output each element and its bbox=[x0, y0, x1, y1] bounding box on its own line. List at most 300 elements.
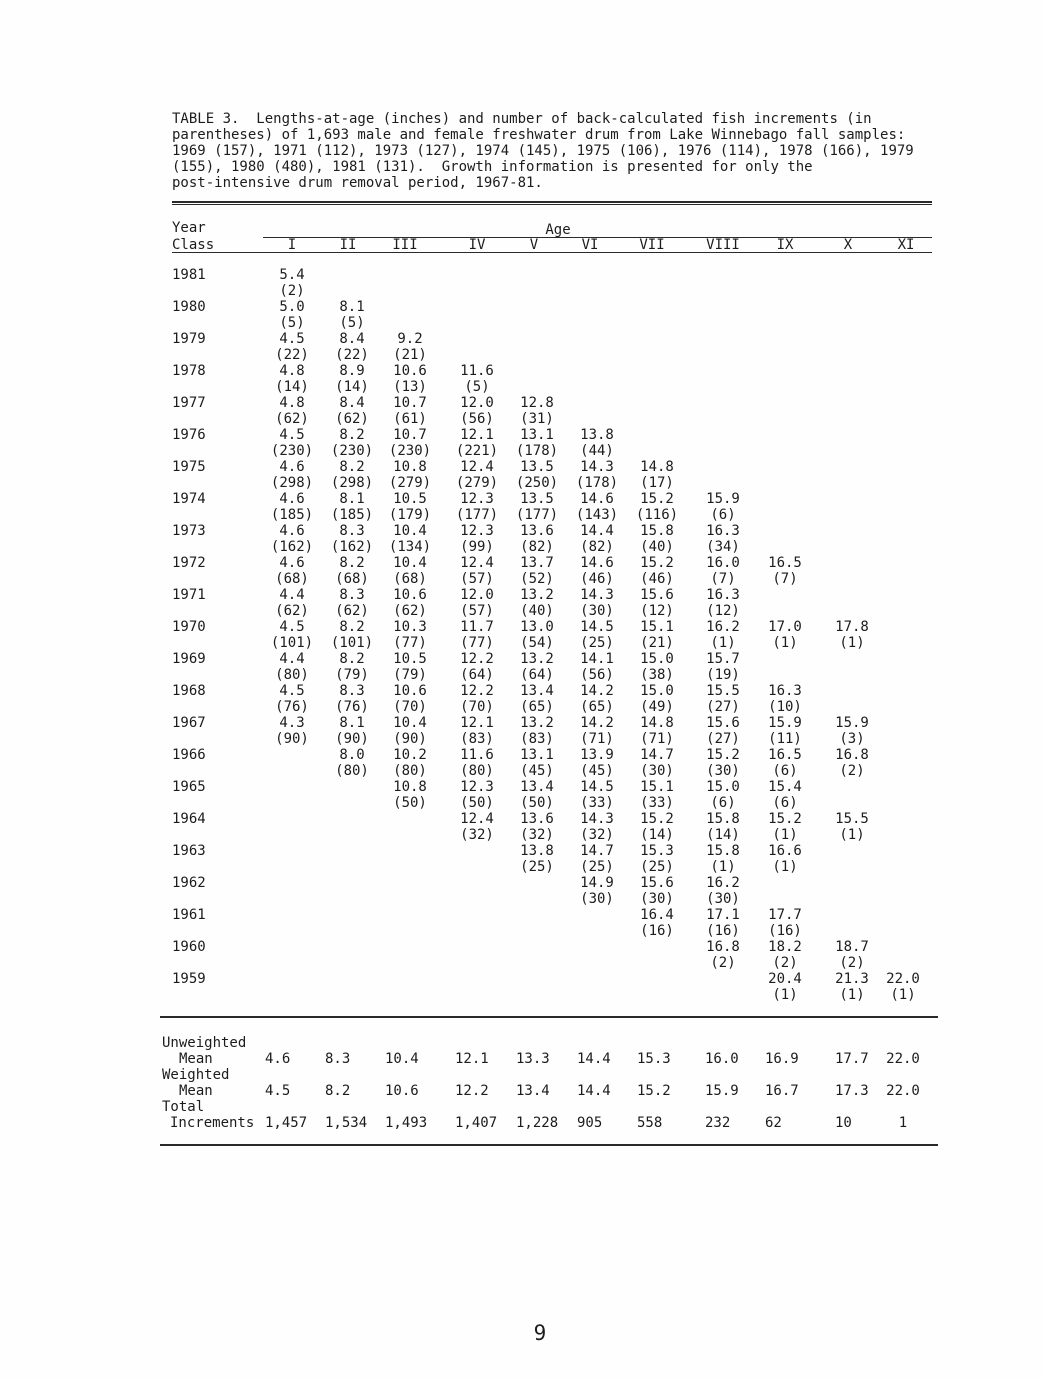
summary-value: 16.0 bbox=[705, 1051, 739, 1067]
length-value: 12.2 bbox=[460, 683, 494, 699]
summary-row bbox=[0, 1099, 1042, 1131]
increment-count: (65) bbox=[580, 699, 614, 715]
length-value: 10.5 bbox=[393, 651, 427, 667]
length-value: 17.1 bbox=[706, 907, 740, 923]
table-row bbox=[0, 651, 1042, 683]
increment-count: (2) bbox=[772, 955, 798, 971]
length-value: 12.3 bbox=[460, 491, 494, 507]
length-value: 5.4 bbox=[279, 267, 305, 283]
increment-count: (6) bbox=[710, 795, 736, 811]
summary-top-rule bbox=[160, 1016, 938, 1018]
increment-count: (50) bbox=[393, 795, 427, 811]
increment-count: (178) bbox=[575, 475, 619, 491]
increment-count: (185) bbox=[330, 507, 374, 523]
increment-count: (30) bbox=[706, 763, 740, 779]
length-value: 8.1 bbox=[339, 491, 365, 507]
length-value: 16.4 bbox=[640, 907, 674, 923]
length-value: 15.5 bbox=[835, 811, 869, 827]
length-value: 16.5 bbox=[768, 747, 802, 763]
page-number: 9 bbox=[533, 1321, 547, 1345]
increment-count: (62) bbox=[393, 603, 427, 619]
length-value: 15.2 bbox=[768, 811, 802, 827]
increment-count: (99) bbox=[460, 539, 494, 555]
increment-count: (68) bbox=[335, 571, 369, 587]
year-class-label: 1968 bbox=[172, 683, 206, 699]
table-row bbox=[0, 715, 1042, 747]
length-value: 20.4 bbox=[768, 971, 802, 987]
increment-count: (230) bbox=[270, 443, 314, 459]
year-class-label: 1973 bbox=[172, 523, 206, 539]
table-row bbox=[0, 587, 1042, 619]
length-value: 8.2 bbox=[339, 619, 365, 635]
length-value: 15.5 bbox=[706, 683, 740, 699]
year-class-label: 1971 bbox=[172, 587, 206, 603]
increment-count: (57) bbox=[460, 571, 494, 587]
length-value: 10.8 bbox=[393, 779, 427, 795]
length-value: 15.3 bbox=[640, 843, 674, 859]
summary-label: Mean bbox=[179, 1083, 213, 1099]
table-row bbox=[0, 875, 1042, 907]
increment-count: (68) bbox=[275, 571, 309, 587]
length-value: 13.2 bbox=[520, 651, 554, 667]
length-value: 4.8 bbox=[279, 363, 305, 379]
length-value: 13.4 bbox=[520, 779, 554, 795]
length-value: 15.8 bbox=[706, 843, 740, 859]
increment-count: (7) bbox=[772, 571, 798, 587]
increment-count: (230) bbox=[330, 443, 374, 459]
increment-count: (1) bbox=[710, 635, 736, 651]
summary-value: 8.2 bbox=[325, 1083, 351, 1099]
increment-count: (80) bbox=[460, 763, 494, 779]
year-class-label: 1972 bbox=[172, 555, 206, 571]
caption-line: 1969 (157), 1971 (112), 1973 (127), 1974 (145), 1975 (106), 1976 (114), 1978 (166), 1979 bbox=[172, 143, 914, 159]
summary-value: 1,493 bbox=[385, 1115, 428, 1131]
table-row bbox=[0, 779, 1042, 811]
summary-value: 1,407 bbox=[455, 1115, 498, 1131]
year-class-label: 1969 bbox=[172, 651, 206, 667]
increment-count: (6) bbox=[772, 763, 798, 779]
increment-count: (6) bbox=[772, 795, 798, 811]
increment-count: (30) bbox=[640, 891, 674, 907]
length-value: 16.6 bbox=[768, 843, 802, 859]
table-row bbox=[0, 683, 1042, 715]
increment-count: (62) bbox=[335, 411, 369, 427]
summary-value: 14.4 bbox=[577, 1051, 611, 1067]
increment-count: (22) bbox=[275, 347, 309, 363]
summary-value: 1,457 bbox=[265, 1115, 308, 1131]
summary-value: 13.4 bbox=[516, 1083, 550, 1099]
summary-value: 15.9 bbox=[705, 1083, 739, 1099]
increment-count: (56) bbox=[580, 667, 614, 683]
increment-count: (2) bbox=[839, 763, 865, 779]
increment-count: (179) bbox=[388, 507, 432, 523]
length-value: 8.2 bbox=[339, 555, 365, 571]
length-value: 8.1 bbox=[339, 715, 365, 731]
table-row bbox=[0, 427, 1042, 459]
increment-count: (76) bbox=[275, 699, 309, 715]
increment-count: (1) bbox=[772, 987, 798, 1003]
length-value: 10.4 bbox=[393, 715, 427, 731]
length-value: 14.2 bbox=[580, 715, 614, 731]
increment-count: (19) bbox=[706, 667, 740, 683]
year-class-label: 1978 bbox=[172, 363, 206, 379]
length-value: 12.4 bbox=[460, 811, 494, 827]
year-class-label: 1970 bbox=[172, 619, 206, 635]
summary-value: 4.6 bbox=[265, 1051, 291, 1067]
length-value: 13.8 bbox=[520, 843, 554, 859]
length-value: 15.6 bbox=[706, 715, 740, 731]
length-value: 8.2 bbox=[339, 427, 365, 443]
summary-value: 1,534 bbox=[325, 1115, 368, 1131]
summary-label: Weighted bbox=[162, 1067, 230, 1083]
summary-label: Increments bbox=[170, 1115, 255, 1131]
increment-count: (57) bbox=[460, 603, 494, 619]
table-row bbox=[0, 555, 1042, 587]
table-row bbox=[0, 363, 1042, 395]
length-value: 12.3 bbox=[460, 523, 494, 539]
increment-count: (250) bbox=[515, 475, 559, 491]
table-row bbox=[0, 395, 1042, 427]
table-row bbox=[0, 459, 1042, 491]
length-value: 13.4 bbox=[520, 683, 554, 699]
year-class-label: 1963 bbox=[172, 843, 206, 859]
length-value: 8.2 bbox=[339, 651, 365, 667]
increment-count: (50) bbox=[520, 795, 554, 811]
length-value: 4.4 bbox=[279, 587, 305, 603]
summary-label: Unweighted bbox=[162, 1035, 247, 1051]
age-column-header: VII bbox=[639, 237, 665, 253]
summary-value: 17.3 bbox=[835, 1083, 869, 1099]
summary-value: 232 bbox=[705, 1115, 731, 1131]
increment-count: (1) bbox=[772, 859, 798, 875]
increment-count: (30) bbox=[580, 891, 614, 907]
increment-count: (44) bbox=[580, 443, 614, 459]
caption-double-rule bbox=[172, 201, 932, 205]
length-value: 10.7 bbox=[393, 427, 427, 443]
length-value: 11.6 bbox=[460, 747, 494, 763]
length-value: 16.8 bbox=[835, 747, 869, 763]
length-value: 16.3 bbox=[768, 683, 802, 699]
length-value: 16.3 bbox=[706, 587, 740, 603]
length-value: 16.3 bbox=[706, 523, 740, 539]
length-value: 17.0 bbox=[768, 619, 802, 635]
length-value: 13.1 bbox=[520, 427, 554, 443]
header-year-label: Year bbox=[172, 220, 206, 236]
summary-value: 4.5 bbox=[265, 1083, 291, 1099]
length-value: 16.2 bbox=[706, 619, 740, 635]
length-value: 9.2 bbox=[397, 331, 423, 347]
summary-value: 62 bbox=[765, 1115, 782, 1131]
increment-count: (71) bbox=[580, 731, 614, 747]
length-value: 18.2 bbox=[768, 939, 802, 955]
increment-count: (80) bbox=[393, 763, 427, 779]
length-value: 15.8 bbox=[640, 523, 674, 539]
length-value: 4.5 bbox=[279, 619, 305, 635]
summary-value: 10 bbox=[835, 1115, 852, 1131]
summary-row bbox=[0, 1067, 1042, 1099]
increment-count: (12) bbox=[640, 603, 674, 619]
length-value: 15.1 bbox=[640, 619, 674, 635]
length-value: 10.6 bbox=[393, 587, 427, 603]
year-class-label: 1974 bbox=[172, 491, 206, 507]
length-value: 12.2 bbox=[460, 651, 494, 667]
length-value: 10.4 bbox=[393, 555, 427, 571]
increment-count: (101) bbox=[270, 635, 314, 651]
length-value: 12.4 bbox=[460, 555, 494, 571]
increment-count: (30) bbox=[640, 763, 674, 779]
summary-label: Total bbox=[162, 1099, 205, 1115]
length-value: 4.6 bbox=[279, 555, 305, 571]
increment-count: (90) bbox=[393, 731, 427, 747]
increment-count: (76) bbox=[335, 699, 369, 715]
table-row bbox=[0, 843, 1042, 875]
increment-count: (82) bbox=[520, 539, 554, 555]
length-value: 14.3 bbox=[580, 459, 614, 475]
year-class-label: 1959 bbox=[172, 971, 206, 987]
increment-count: (134) bbox=[388, 539, 432, 555]
increment-count: (33) bbox=[580, 795, 614, 811]
summary-label: Mean bbox=[179, 1051, 213, 1067]
length-value: 11.7 bbox=[460, 619, 494, 635]
header-class-label: Class bbox=[172, 237, 215, 253]
increment-count: (25) bbox=[520, 859, 554, 875]
length-value: 17.7 bbox=[768, 907, 802, 923]
length-value: 14.8 bbox=[640, 459, 674, 475]
increment-count: (83) bbox=[460, 731, 494, 747]
length-value: 4.3 bbox=[279, 715, 305, 731]
length-value: 14.7 bbox=[580, 843, 614, 859]
length-value: 15.6 bbox=[640, 875, 674, 891]
length-value: 13.8 bbox=[580, 427, 614, 443]
year-class-label: 1965 bbox=[172, 779, 206, 795]
summary-value: 16.9 bbox=[765, 1051, 799, 1067]
length-value: 16.0 bbox=[706, 555, 740, 571]
increment-count: (279) bbox=[455, 475, 499, 491]
summary-value: 12.1 bbox=[455, 1051, 489, 1067]
increment-count: (230) bbox=[388, 443, 432, 459]
length-value: 15.6 bbox=[640, 587, 674, 603]
length-value: 15.8 bbox=[706, 811, 740, 827]
length-value: 12.0 bbox=[460, 395, 494, 411]
summary-value: 15.2 bbox=[637, 1083, 671, 1099]
table-row bbox=[0, 939, 1042, 971]
year-class-label: 1966 bbox=[172, 747, 206, 763]
length-value: 16.8 bbox=[706, 939, 740, 955]
length-value: 4.6 bbox=[279, 491, 305, 507]
length-value: 12.8 bbox=[520, 395, 554, 411]
increment-count: (116) bbox=[635, 507, 679, 523]
increment-count: (64) bbox=[460, 667, 494, 683]
summary-value: 10.6 bbox=[385, 1083, 419, 1099]
increment-count: (16) bbox=[768, 923, 802, 939]
length-value: 14.6 bbox=[580, 491, 614, 507]
length-value: 4.5 bbox=[279, 331, 305, 347]
summary-value: 17.7 bbox=[835, 1051, 869, 1067]
length-value: 21.3 bbox=[835, 971, 869, 987]
caption-line: (155), 1980 (480), 1981 (131). Growth information is presented for only the bbox=[172, 159, 813, 175]
increment-count: (1) bbox=[839, 635, 865, 651]
year-class-label: 1967 bbox=[172, 715, 206, 731]
table-row bbox=[0, 971, 1042, 1003]
length-value: 15.4 bbox=[768, 779, 802, 795]
age-column-header: I bbox=[287, 237, 297, 253]
increment-count: (46) bbox=[640, 571, 674, 587]
table-row bbox=[0, 811, 1042, 843]
increment-count: (1) bbox=[710, 859, 736, 875]
increment-count: (70) bbox=[460, 699, 494, 715]
increment-count: (2) bbox=[279, 283, 305, 299]
increment-count: (40) bbox=[640, 539, 674, 555]
increment-count: (17) bbox=[640, 475, 674, 491]
length-value: 15.9 bbox=[768, 715, 802, 731]
summary-value: 22.0 bbox=[886, 1083, 920, 1099]
age-column-headers bbox=[0, 237, 1042, 253]
table-row bbox=[0, 491, 1042, 523]
increment-count: (45) bbox=[520, 763, 554, 779]
summary-value: 22.0 bbox=[886, 1051, 920, 1067]
year-class-label: 1964 bbox=[172, 811, 206, 827]
increment-count: (5) bbox=[339, 315, 365, 331]
length-value: 14.1 bbox=[580, 651, 614, 667]
table-row bbox=[0, 523, 1042, 555]
age-column-header: VIII bbox=[706, 237, 740, 253]
length-value: 4.5 bbox=[279, 683, 305, 699]
caption-line: parentheses) of 1,693 male and female freshwater drum from Lake Winnebago fall samples: bbox=[172, 127, 906, 143]
increment-count: (62) bbox=[275, 603, 309, 619]
length-value: 14.4 bbox=[580, 523, 614, 539]
increment-count: (16) bbox=[706, 923, 740, 939]
increment-count: (162) bbox=[270, 539, 314, 555]
length-value: 10.4 bbox=[393, 523, 427, 539]
year-class-label: 1980 bbox=[172, 299, 206, 315]
length-value: 13.0 bbox=[520, 619, 554, 635]
length-value: 17.8 bbox=[835, 619, 869, 635]
year-class-label: 1961 bbox=[172, 907, 206, 923]
length-value: 13.5 bbox=[520, 491, 554, 507]
length-value: 12.1 bbox=[460, 715, 494, 731]
increment-count: (71) bbox=[640, 731, 674, 747]
length-value: 10.6 bbox=[393, 363, 427, 379]
increment-count: (82) bbox=[580, 539, 614, 555]
increment-count: (32) bbox=[580, 827, 614, 843]
age-column-header: II bbox=[339, 237, 357, 253]
summary-value: 16.7 bbox=[765, 1083, 799, 1099]
increment-count: (64) bbox=[520, 667, 554, 683]
table-row bbox=[0, 331, 1042, 363]
increment-count: (21) bbox=[640, 635, 674, 651]
increment-count: (77) bbox=[393, 635, 427, 651]
age-column-header: X bbox=[843, 237, 853, 253]
increment-count: (1) bbox=[772, 827, 798, 843]
increment-count: (90) bbox=[275, 731, 309, 747]
increment-count: (45) bbox=[580, 763, 614, 779]
length-value: 10.2 bbox=[393, 747, 427, 763]
increment-count: (12) bbox=[706, 603, 740, 619]
length-value: 5.0 bbox=[279, 299, 305, 315]
increment-count: (32) bbox=[520, 827, 554, 843]
length-value: 12.0 bbox=[460, 587, 494, 603]
increment-count: (14) bbox=[335, 379, 369, 395]
table-caption bbox=[172, 111, 914, 191]
increment-count: (177) bbox=[515, 507, 559, 523]
increment-count: (2) bbox=[710, 955, 736, 971]
length-value: 15.0 bbox=[706, 779, 740, 795]
increment-count: (298) bbox=[270, 475, 314, 491]
length-value: 13.2 bbox=[520, 587, 554, 603]
length-value: 14.3 bbox=[580, 811, 614, 827]
increment-count: (56) bbox=[460, 411, 494, 427]
increment-count: (68) bbox=[393, 571, 427, 587]
increment-count: (80) bbox=[275, 667, 309, 683]
increment-count: (33) bbox=[640, 795, 674, 811]
increment-count: (2) bbox=[839, 955, 865, 971]
caption-line: TABLE 3. Lengths-at-age (inches) and number of back-calculated fish increments (in bbox=[172, 111, 872, 127]
length-value: 8.3 bbox=[339, 523, 365, 539]
increment-count: (6) bbox=[710, 507, 736, 523]
length-value: 15.9 bbox=[706, 491, 740, 507]
summary-value: 12.2 bbox=[455, 1083, 489, 1099]
table-row bbox=[0, 747, 1042, 779]
increment-count: (52) bbox=[520, 571, 554, 587]
increment-count: (62) bbox=[335, 603, 369, 619]
length-value: 14.9 bbox=[580, 875, 614, 891]
year-class-label: 1981 bbox=[172, 267, 206, 283]
length-value: 15.2 bbox=[640, 555, 674, 571]
increment-count: (143) bbox=[575, 507, 619, 523]
increment-count: (185) bbox=[270, 507, 314, 523]
increment-count: (65) bbox=[520, 699, 554, 715]
length-value: 13.7 bbox=[520, 555, 554, 571]
summary-bottom-rule bbox=[160, 1144, 938, 1146]
length-value: 8.1 bbox=[339, 299, 365, 315]
increment-count: (14) bbox=[706, 827, 740, 843]
table-row bbox=[0, 299, 1042, 331]
summary-value: 558 bbox=[637, 1115, 663, 1131]
increment-count: (30) bbox=[580, 603, 614, 619]
length-value: 18.7 bbox=[835, 939, 869, 955]
length-value: 15.2 bbox=[640, 811, 674, 827]
year-class-label: 1960 bbox=[172, 939, 206, 955]
length-value: 8.0 bbox=[339, 747, 365, 763]
length-value: 13.5 bbox=[520, 459, 554, 475]
increment-count: (13) bbox=[393, 379, 427, 395]
length-value: 4.6 bbox=[279, 523, 305, 539]
increment-count: (80) bbox=[335, 763, 369, 779]
increment-count: (221) bbox=[455, 443, 499, 459]
increment-count: (38) bbox=[640, 667, 674, 683]
length-value: 15.2 bbox=[640, 491, 674, 507]
increment-count: (101) bbox=[330, 635, 374, 651]
header-underline bbox=[172, 252, 932, 253]
increment-count: (1) bbox=[839, 987, 865, 1003]
caption-line: post-intensive drum removal period, 1967-81. bbox=[172, 175, 543, 191]
length-value: 4.8 bbox=[279, 395, 305, 411]
length-value: 8.3 bbox=[339, 683, 365, 699]
increment-count: (61) bbox=[393, 411, 427, 427]
increment-count: (7) bbox=[710, 571, 736, 587]
age-column-header: IX bbox=[776, 237, 794, 253]
increment-count: (3) bbox=[839, 731, 865, 747]
increment-count: (90) bbox=[335, 731, 369, 747]
year-class-label: 1976 bbox=[172, 427, 206, 443]
age-column-header: XI bbox=[897, 237, 915, 253]
year-class-label: 1975 bbox=[172, 459, 206, 475]
header-age-label: Age bbox=[545, 222, 571, 238]
length-value: 12.1 bbox=[460, 427, 494, 443]
length-value: 16.2 bbox=[706, 875, 740, 891]
increment-count: (25) bbox=[580, 635, 614, 651]
increment-count: (50) bbox=[460, 795, 494, 811]
